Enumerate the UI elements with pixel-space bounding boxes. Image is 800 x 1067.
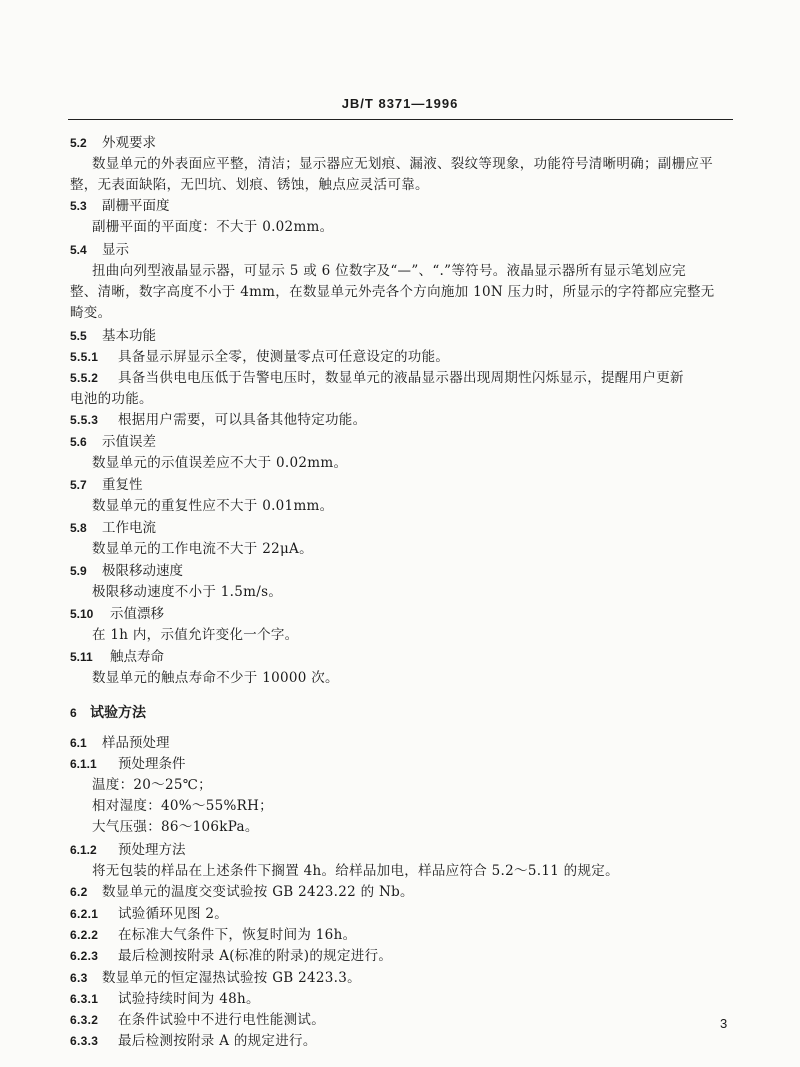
clause-6-3-3 — [70, 1031, 317, 1051]
paragraph-line: 整、清晰，数字高度不小于 4mm，在数显单元外壳各个方向施加 10N 压力时，所显示的字符都应完整无 — [70, 284, 715, 300]
clause-number: 5.7 — [70, 478, 87, 492]
clause-text: 最后检测按附录 A(标准的附录)的规定进行。 — [118, 948, 393, 964]
clause-title: 工作电流 — [102, 520, 156, 536]
clause-number: 6.1.1 — [70, 757, 97, 771]
clause-6-3-1 — [70, 989, 260, 1009]
clause-number: 6.2 — [70, 885, 88, 899]
clause-5-5-3 — [70, 410, 366, 430]
clause-number: 6.1.2 — [70, 843, 97, 857]
header-rule — [68, 119, 733, 120]
clause-title: 示值误差 — [102, 434, 156, 450]
paragraph-line: 数显单元的工作电流不大于 22μA。 — [92, 541, 313, 557]
heading-5-3 — [70, 196, 170, 216]
heading-5-10 — [70, 604, 164, 624]
clause-6-2-2 — [70, 925, 356, 945]
clause-title: 副栅平面度 — [102, 198, 170, 214]
clause-6-3 — [70, 968, 361, 988]
section-heading-6 — [70, 703, 146, 723]
heading-5-4 — [70, 240, 129, 260]
clause-title: 预处理方法 — [118, 842, 186, 858]
clause-number: 6.3.2 — [70, 1013, 99, 1027]
clause-number: 6.3.3 — [70, 1034, 99, 1048]
paragraph-line: 数显单元的外表面应平整，清洁；显示器应无划痕、漏液、裂纹等现象，功能符号清晰明确；副栅应平 — [92, 156, 713, 172]
paragraph-line: 将无包装的样品在上述条件下搁置 4h。给样品加电，样品应符合 5.2～5.11 的规定。 — [92, 863, 619, 879]
clause-text: 在标准大气条件下，恢复时间为 16h。 — [118, 927, 357, 943]
clause-text: 根据用户需要，可以具备其他特定功能。 — [118, 412, 367, 428]
paragraph-line: 扭曲向列型液晶显示器，可显示 5 或 6 位数字及“—”、“.”等符号。液晶显示器所有显示笔划应完 — [92, 263, 686, 279]
heading-6-1 — [70, 733, 170, 753]
document-code-header: JB/T 8371—1996 — [341, 96, 459, 111]
heading-5-6 — [70, 432, 156, 452]
clause-number: 5.8 — [70, 521, 87, 535]
clause-text: 数显单元的温度交变试验按 GB 2423.22 的 Nb。 — [102, 884, 414, 900]
clause-title: 示值漂移 — [110, 606, 164, 622]
clause-text: 试验持续时间为 48h。 — [118, 991, 260, 1007]
clause-text: 最后检测按附录 A 的规定进行。 — [118, 1033, 317, 1049]
section-title: 试验方法 — [90, 705, 146, 721]
clause-title: 重复性 — [102, 477, 143, 493]
clause-number: 6.2.3 — [70, 949, 99, 963]
clause-5-5-1 — [70, 347, 449, 367]
section-number: 6 — [70, 706, 77, 720]
clause-number: 5.5 — [70, 329, 87, 343]
clause-6-2-1 — [70, 904, 228, 924]
clause-number: 5.10 — [70, 607, 94, 621]
paragraph-line: 数显单元的触点寿命不少于 10000 次。 — [92, 670, 339, 686]
clause-text: 数显单元的恒定湿热试验按 GB 2423.3。 — [102, 970, 361, 986]
condition-pressure: 大气压强：86～106kPa。 — [92, 819, 259, 835]
clause-title: 样品预处理 — [102, 735, 170, 751]
condition-humidity: 相对湿度：40%～55%RH； — [92, 798, 273, 814]
clause-title: 显示 — [102, 242, 129, 258]
clause-number: 6.3.1 — [70, 992, 99, 1006]
clause-5-5-2 — [70, 368, 684, 388]
paragraph-line: 畸变。 — [70, 305, 112, 321]
paragraph-line: 整，无表面缺陷，无凹坑、划痕、锈蚀，触点应灵活可靠。 — [70, 177, 429, 193]
clause-text: 在条件试验中不进行电性能测试。 — [118, 1012, 325, 1028]
heading-6-1-1 — [70, 754, 186, 774]
clause-title: 外观要求 — [102, 135, 156, 151]
clause-number: 5.11 — [70, 650, 93, 664]
clause-number: 5.3 — [70, 199, 87, 213]
paragraph-line: 副栅平面的平面度：不大于 0.02mm。 — [92, 219, 334, 235]
clause-number: 5.5.1 — [70, 350, 99, 364]
clause-number: 6.2.2 — [70, 928, 99, 942]
clause-text: 具备当供电电压低于告警电压时，数显单元的液晶显示器出现周期性闪烁显示，提醒用户更新 — [118, 370, 684, 386]
clause-number: 6.2.1 — [70, 907, 99, 921]
clause-number: 5.4 — [70, 243, 87, 257]
heading-5-11 — [70, 647, 164, 667]
heading-5-2 — [70, 133, 156, 153]
condition-temperature: 温度：20～25℃； — [92, 777, 212, 793]
heading-5-7 — [70, 475, 143, 495]
clause-title: 预处理条件 — [118, 756, 186, 772]
clause-text: 具备显示屏显示全零，使测量零点可任意设定的功能。 — [118, 349, 450, 365]
clause-number: 5.5.2 — [70, 371, 99, 385]
paragraph-line: 极限移动速度不小于 1.5m/s。 — [92, 584, 283, 600]
clause-number: 6.3 — [70, 971, 88, 985]
clause-text: 试验循环见图 2。 — [118, 906, 229, 922]
heading-5-5 — [70, 326, 156, 346]
clause-6-2-3 — [70, 946, 392, 966]
clause-number: 5.9 — [70, 564, 87, 578]
clause-number: 6.1 — [70, 736, 87, 750]
clause-number: 5.5.3 — [70, 413, 99, 427]
heading-6-1-2 — [70, 840, 186, 860]
clause-6-3-2 — [70, 1010, 325, 1030]
paragraph-line: 电池的功能。 — [70, 391, 153, 407]
heading-5-8 — [70, 518, 156, 538]
paragraph-line: 数显单元的示值误差应不大于 0.02mm。 — [92, 455, 348, 471]
page-number: 3 — [720, 1016, 728, 1031]
clause-6-2 — [70, 882, 414, 902]
clause-title: 基本功能 — [102, 328, 156, 344]
clause-title: 触点寿命 — [110, 649, 164, 665]
clause-number: 5.2 — [70, 136, 87, 150]
clause-number: 5.6 — [70, 435, 87, 449]
clause-title: 极限移动速度 — [102, 563, 183, 579]
paragraph-line: 在 1h 内，示值允许变化一个字。 — [92, 627, 299, 643]
heading-5-9 — [70, 561, 183, 581]
paragraph-line: 数显单元的重复性应不大于 0.01mm。 — [92, 498, 334, 514]
